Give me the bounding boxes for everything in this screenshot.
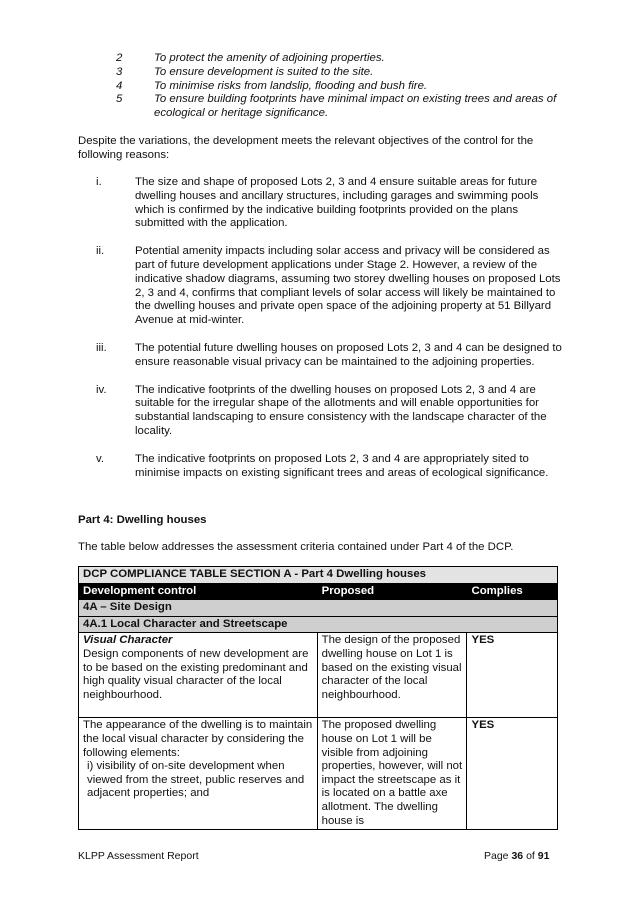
complies-cell: YES [467, 718, 558, 830]
reason-item [78, 342, 568, 370]
control-title: Visual Character [83, 634, 173, 647]
header-proposed: Proposed [317, 583, 467, 600]
reason-text: The indicative footprints of the dwelling houses on proposed Lots 2, 3 and 4 are suitable for the irregular shape of the allotments and will enable opportunities for substantial landscaping to ensure consistency with the landscape character of the locality. [135, 383, 547, 437]
objective-item [116, 93, 586, 121]
complies-cell: YES [467, 633, 558, 718]
footer-page-number [484, 850, 549, 862]
reason-number: iii. [96, 341, 107, 354]
proposed-cell: The design of the proposed dwelling house on Lot 1 is based on the existing visual character of the local neighbourhood. [317, 633, 467, 718]
objective-number: 5 [116, 93, 123, 106]
objective-number: 4 [116, 79, 123, 92]
reason-text: The indicative footprints on proposed Lots 2, 3 and 4 are appropriately sited to minimise impacts on existing significant trees and areas of ecological significance. [135, 452, 549, 479]
reason-number: i. [96, 176, 102, 188]
objective-item [116, 80, 586, 94]
section-heading: Part 4: Dwelling houses [78, 514, 207, 526]
table-subsection-row [79, 616, 558, 633]
objective-text: To minimise risks from landslip, flooding and bush fire. [154, 79, 428, 92]
objective-number: 2 [116, 52, 123, 64]
control-subitem: i) visibility of on-site development when viewed from the street, public reserves and adjacent properties; and [87, 760, 305, 800]
reason-item [78, 245, 568, 328]
objective-text: To ensure building footprints have minimal impact on existing trees and areas of ecological or heritage significance. [154, 93, 557, 120]
control-text: Design components of new development are to be based on the existing predominant and high quality visual character of the local neighbourhood. [83, 647, 309, 701]
objective-item [116, 66, 586, 80]
reason-number: iv. [96, 383, 107, 396]
table-section-row [79, 600, 558, 617]
objectives-list [116, 52, 586, 121]
page-prefix: Page [484, 850, 509, 862]
footer-report-name: KLPP Assessment Report [78, 850, 199, 862]
subsection-label: 4A.1 Local Character and Streetscape [79, 616, 558, 633]
objective-text: To ensure development is suited to the site. [154, 65, 374, 78]
control-text: The appearance of the dwelling is to maintain the local visual character by considering the following elements: [83, 719, 313, 759]
table-row [79, 718, 558, 830]
reason-text: The size and shape of proposed Lots 2, 3 and 4 ensure suitable areas for future dwelling houses and ancillary structures, including garages and swimming pools which is confirmed by the indicative building footprints provided on the plans submitted with the application. [135, 176, 539, 230]
table-title-row [79, 567, 558, 584]
control-cell [79, 718, 318, 830]
objective-text: To protect the amenity of adjoining properties. [154, 52, 385, 64]
dcp-compliance-table [78, 566, 558, 830]
reason-number: ii. [96, 245, 105, 258]
reason-item [78, 176, 568, 231]
objective-item [116, 52, 586, 66]
section-label: 4A – Site Design [79, 600, 558, 617]
proposed-cell: The proposed dwelling house on Lot 1 will be visible from adjoining properties, however, will not impact the streetscape as it is located on a battle axe allotment. The dwelling house is [317, 718, 467, 830]
reason-item [78, 384, 568, 439]
despite-paragraph: Despite the variations, the development meets the relevant objectives of the control for the following reasons: [78, 135, 534, 161]
reason-text: Potential amenity impacts including solar access and privacy will be considered as part of future development applications under Stage 2. However, a review of the indicative shadow diagrams, assuming two storey dwelling houses on proposed Lots 2, 3 and 4, confirms that compliant levels of solar access will likely be maintained to the dwelling houses and private open space of the adjoining property at 51 Billyard Avenue at mid-winter. [135, 245, 561, 327]
table-header-row [79, 583, 558, 600]
table-row [79, 633, 558, 718]
reason-number: v. [96, 452, 105, 465]
intro-paragraph: The table below addresses the assessment criteria contained under Part 4 of the DCP. [78, 541, 514, 553]
page-of: of [526, 850, 535, 862]
reason-item [78, 453, 568, 481]
reason-text: The potential future dwelling houses on proposed Lots 2, 3 and 4 can be designed to ensure reasonable visual privacy can be maintained to the adjoining properties. [135, 341, 562, 368]
reasons-list [78, 176, 568, 494]
page-total: 91 [537, 850, 550, 862]
page-current: 36 [511, 850, 524, 862]
header-development-control: Development control [79, 583, 318, 600]
objective-number: 3 [116, 65, 123, 78]
table-title: DCP COMPLIANCE TABLE SECTION A - Part 4 Dwelling houses [79, 567, 558, 584]
control-cell [79, 633, 318, 718]
header-complies: Complies [467, 583, 558, 600]
